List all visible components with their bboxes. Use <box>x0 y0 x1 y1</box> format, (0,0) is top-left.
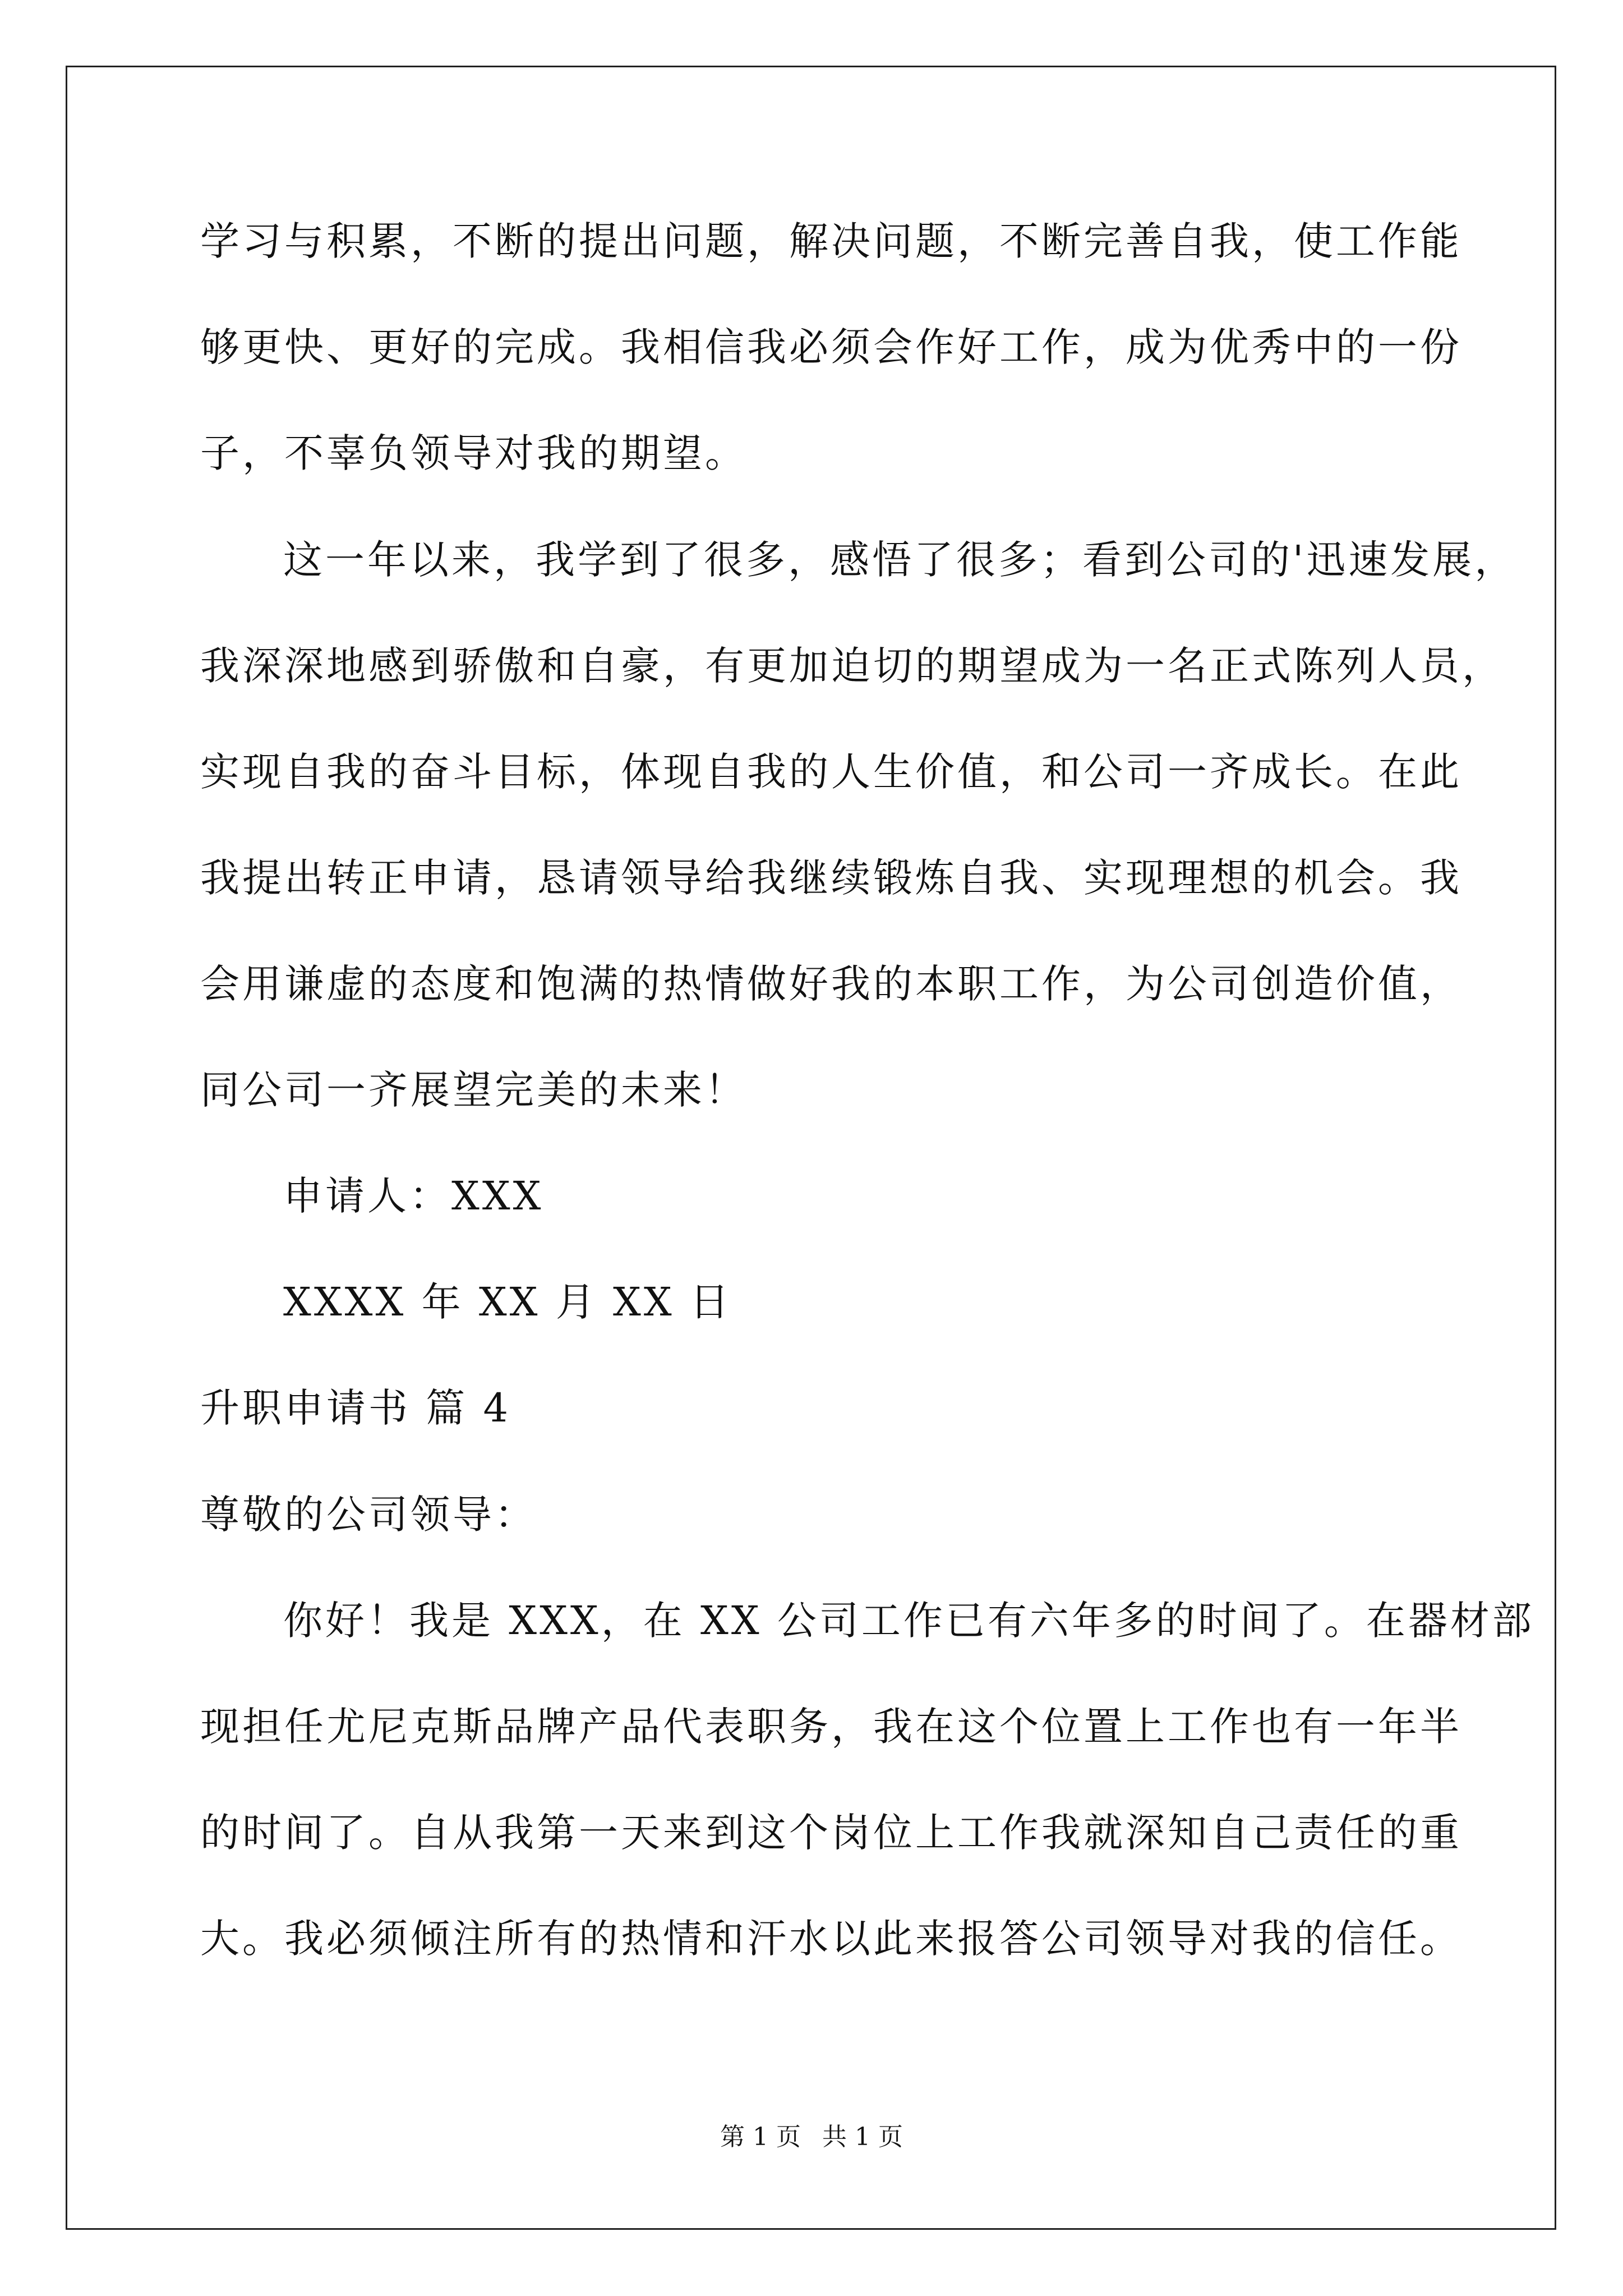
section-title: 升职申请书 篇 4 <box>200 1385 511 1431</box>
text-line-2: 够更快、更好的完成。我相信我必须会作好工作，成为优秀中的一份 <box>200 324 1462 370</box>
text-line-15: 现担任尤尼克斯品牌产品代表职务，我在这个位置上工作也有一年半 <box>200 1704 1462 1750</box>
text-line-6: 实现自我的奋斗目标，体现自我的人生价值，和公司一齐成长。在此 <box>200 749 1462 795</box>
page-footer <box>0 2122 1623 2153</box>
text-line-9: 同公司一齐展望完美的未来！ <box>200 1067 747 1113</box>
text-line-16: 的时间了。自从我第一天来到这个岗位上工作我就深知自己责任的重 <box>200 1810 1462 1856</box>
applicant-line: 申请人：XXX <box>283 1173 544 1219</box>
text-line-5: 我深深地感到骄傲和自豪，有更加迫切的期望成为一名正式陈列人员， <box>200 643 1504 689</box>
salutation: 尊敬的公司领导： <box>200 1492 537 1538</box>
text-line-14: 你好！我是 XXX，在 XX 公司工作已有六年多的时间了。在器材部 <box>283 1598 1534 1644</box>
page-number-current: 第 1 页 <box>720 2123 801 2151</box>
text-line-17: 大。我必须倾注所有的热情和汗水以此来报答公司领导对我的信任。 <box>200 1916 1462 1962</box>
text-line-1: 学习与积累，不断的提出问题，解决问题，不断完善自我，使工作能 <box>200 218 1462 264</box>
page-number-total: 共 1 页 <box>822 2123 903 2151</box>
page-border <box>66 66 1556 2230</box>
text-line-7: 我提出转正申请，恳请领导给我继续锻炼自我、实现理想的机会。我 <box>200 855 1462 901</box>
text-line-8: 会用谦虚的态度和饱满的热情做好我的本职工作，为公司创造价值， <box>200 961 1462 1007</box>
text-line-3: 子，不辜负领导对我的期望。 <box>200 430 747 476</box>
date-line: XXXX 年 XX 月 XX 日 <box>283 1279 732 1325</box>
text-line-4: 这一年以来，我学到了很多，感悟了很多；看到公司的'迅速发展， <box>283 537 1517 583</box>
